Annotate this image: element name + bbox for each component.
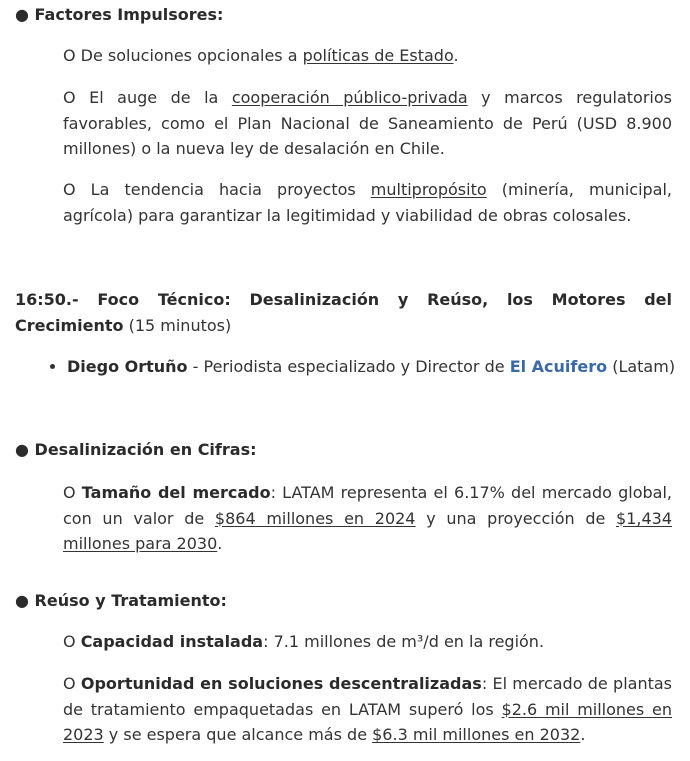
reuso-heading-text: Reúso y Tratamiento: [34, 591, 227, 610]
desal-heading [15, 437, 256, 463]
factores-heading-text: Factores Impulsores: [34, 5, 224, 24]
session-time: 16:50.- [15, 290, 79, 309]
session-duration: (15 minutos) [123, 315, 232, 335]
factores-item-2-post: y marcos regulatorios favorables, como el Plan Nacional de Saneamiento de Perú (USD 8.900 millones) o la nueva ley de desalación en Chile. [63, 88, 672, 158]
reuso-item-2-link-1[interactable]: $2.6 mil millones en 2023 [63, 699, 673, 744]
reuso-item-2-text-3: . [580, 725, 586, 744]
desal-text-1: : LATAM representa el 6.17% del mercado global, con un valor de [63, 483, 672, 528]
session-title [15, 287, 672, 338]
circle-icon: O [63, 632, 76, 651]
reuso-item-1-label: Capacidad instalada [80, 632, 264, 651]
factores-item-1-link[interactable]: políticas de Estado [302, 46, 454, 65]
reuso-item-1 [63, 629, 672, 655]
desal-label: Tamaño del mercado [81, 483, 271, 502]
factores-item-1-post: . [453, 46, 459, 65]
reuso-item-2-text-1: : El mercado de plantas de tratamiento empaquetadas en LATAM superó los [63, 674, 673, 719]
reuso-item-1-text: : 7.1 millones de m³/d en la región. [263, 632, 545, 651]
factores-item-1-pre: De soluciones opcionales a [75, 46, 303, 65]
factores-item-3 [63, 177, 672, 228]
factores-item-2-pre: El auge de la [75, 88, 232, 107]
factores-heading [15, 2, 223, 28]
reuso-item-2-link-2[interactable]: $6.3 mil millones en 2032 [372, 725, 581, 744]
factores-item-2-link[interactable]: cooperación público-privada [231, 88, 468, 107]
reuso-heading [15, 588, 227, 614]
reuso-item-2-label: Oportunidad en soluciones descentralizadas [80, 674, 482, 693]
speaker-name: Diego Ortuño [67, 357, 188, 376]
desal-text-2: y una proyección de [415, 508, 617, 528]
desal-text-3: . [217, 534, 223, 553]
circle-icon: O [63, 46, 76, 65]
reuso-item-2-text-2: y se espera que alcance más de [103, 725, 373, 744]
bullet-icon: ● [15, 591, 29, 610]
factores-item-1 [63, 43, 672, 69]
reuso-item-2 [63, 671, 672, 748]
speaker-item [67, 354, 675, 380]
desal-heading-text: Desalinización en Cifras: [34, 440, 257, 459]
circle-icon: O [63, 483, 76, 502]
factores-item-2 [63, 85, 672, 162]
speaker-org-link[interactable]: El Acuifero [509, 357, 608, 376]
session-title-text: Foco Técnico: Desalinización y Reúso, los Motores del Crecimiento [15, 290, 672, 335]
desal-link-1[interactable]: $864 millones en 2024 [214, 508, 416, 528]
circle-icon: O [63, 674, 76, 693]
factores-item-3-post: (minería, municipal, agrícola) para garantizar la legitimidad y viabilidad de obras colosales. [63, 180, 672, 225]
circle-icon: O [63, 180, 76, 199]
circle-icon: O [63, 88, 76, 107]
desal-item [63, 480, 672, 557]
factores-item-3-link[interactable]: multipropósito [370, 180, 487, 199]
speaker-list [15, 354, 675, 380]
speaker-region: (Latam) [607, 357, 676, 376]
bullet-icon: ● [15, 5, 29, 24]
desal-link-2[interactable]: $1,434 millones para 2030 [63, 508, 673, 553]
speaker-role: - Periodista especializado y Director de [187, 357, 510, 376]
factores-item-3-pre: La tendencia hacia proyectos [75, 180, 371, 199]
bullet-icon: ● [15, 440, 29, 459]
